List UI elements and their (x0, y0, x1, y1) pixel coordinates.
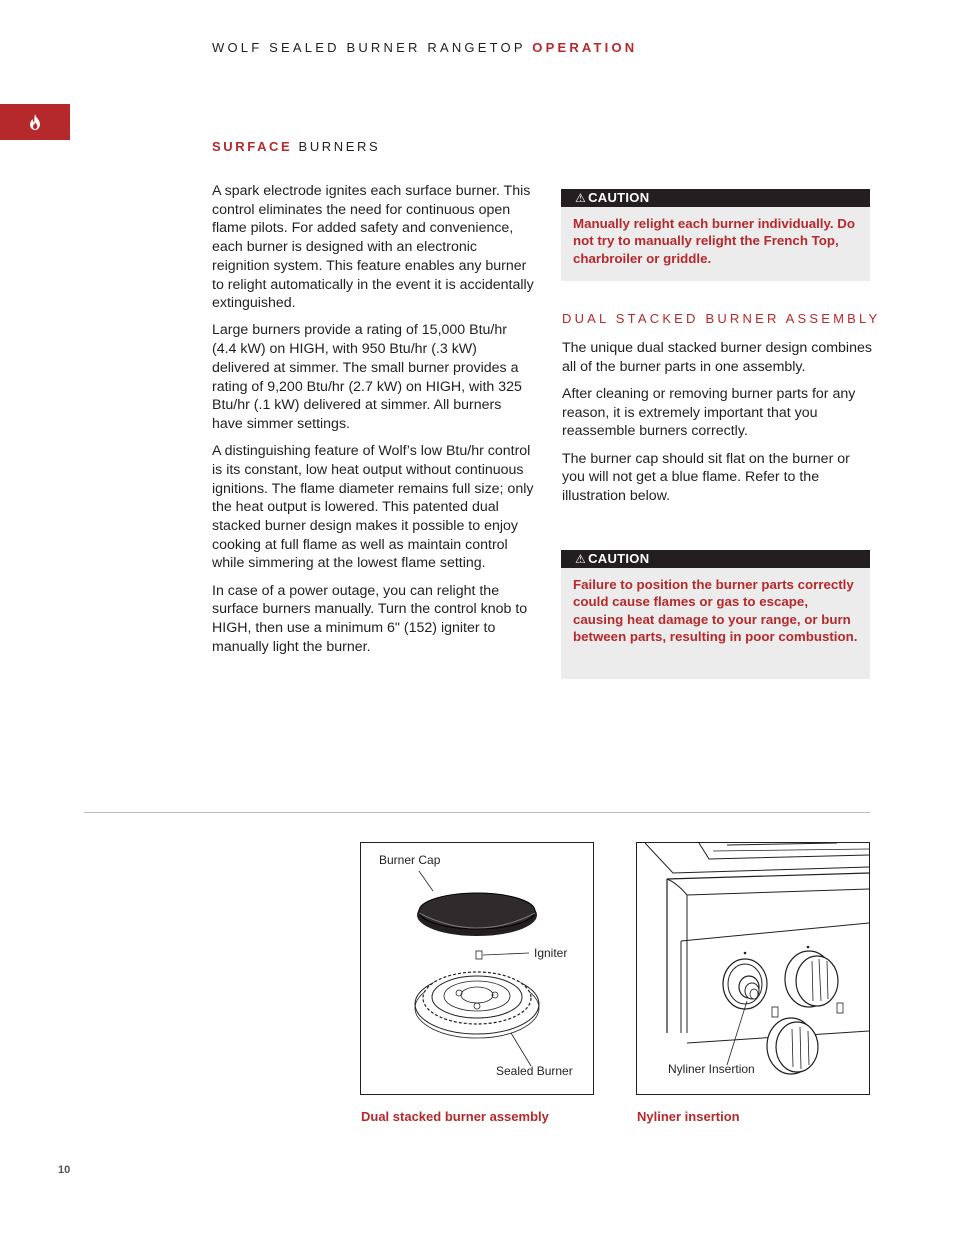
warning-triangle-icon: ⚠ (575, 191, 587, 205)
caution-label: CAUTION (588, 190, 650, 205)
caution-label: CAUTION (588, 551, 650, 566)
caution-text: Failure to position the burner parts correctly could cause flames or gas to escape, causing heat damage to your range, or burn between parts, resulting in poor combustion. (573, 577, 858, 645)
header-title: WOLF SEALED BURNER RANGETOP (212, 40, 526, 55)
caution-box (561, 189, 870, 281)
burner-illustration (361, 843, 593, 1094)
label-burner-cap: Burner Cap (379, 853, 441, 867)
body-paragraph: Large burners provide a rating of 15,000 Btu/hr (4.4 kW) on HIGH, with 950 Btu/hr (.3 kW) delivered at simmer. The small burner provides a rating of 9,200 Btu/hr (2.7 kW) on HIGH, with 325 Btu/hr (.1 kW) delivered at simmer. All burners have simmer settings. (212, 322, 522, 432)
caution-header (561, 550, 870, 568)
body-paragraph: The unique dual stacked burner design combines all of the burner parts in one assembly. (562, 340, 872, 375)
header-section: OPERATION (532, 40, 638, 55)
figure-burner-assembly (360, 842, 594, 1095)
divider (84, 812, 870, 813)
warning-triangle-icon: ⚠ (575, 552, 587, 566)
body-paragraph: In case of a power outage, you can relight the surface burners manually. Turn the control knob to HIGH, then use a minimum 6" (152) igniter to manually light the burner. (212, 582, 528, 655)
section-title (212, 139, 380, 154)
label-nyliner-insertion: Nyliner Insertion (668, 1062, 755, 1076)
section-tab (0, 104, 70, 140)
caution-text: Manually relight each burner individually. Do not try to manually relight the French Top, charbroiler or griddle. (573, 216, 855, 266)
body-paragraph: A distinguishing feature of Wolf’s low Btu/hr control is its constant, low heat output without continuous ignitions. The flame diameter remains full size; only the heat output is lowered. This patented dual stacked burner design makes it possible to enjoy cooking at full flame as well as maintain control while simmering at the lowest flame setting. (212, 443, 534, 572)
caution-header (561, 189, 870, 207)
nyliner-illustration (637, 843, 869, 1094)
body-paragraph: After cleaning or removing burner parts for any reason, it is extremely important that you reassemble burners correctly. (562, 385, 856, 440)
body-paragraph: A spark electrode ignites each surface burner. This control eliminates the need for continuous open flame pilots. For added safety and convenience, each burner is designed with an electronic reignition system. This feature enables any burner to relight automatically in the event it is accidentally extinguished. (212, 183, 534, 312)
subsection-title: DUAL STACKED BURNER ASSEMBLY (562, 311, 881, 326)
body-column (212, 182, 534, 665)
subsection-body (562, 339, 874, 514)
page-number: 10 (58, 1164, 71, 1176)
figure-nyliner-insertion (636, 842, 870, 1095)
running-header (212, 40, 637, 55)
label-igniter: Igniter (534, 946, 568, 960)
caution-box (561, 550, 870, 679)
flame-icon (28, 114, 42, 130)
label-sealed-burner: Sealed Burner (496, 1064, 573, 1078)
section-title-accent: SURFACE (212, 139, 293, 154)
caption-burner-assembly: Dual stacked burner assembly (361, 1109, 549, 1124)
body-paragraph: The burner cap should sit flat on the burner or you will not get a blue flame. Refer to the illustration below. (562, 450, 850, 504)
section-title-rest: BURNERS (298, 139, 381, 154)
caption-nyliner-insertion: Nyliner insertion (637, 1109, 740, 1124)
